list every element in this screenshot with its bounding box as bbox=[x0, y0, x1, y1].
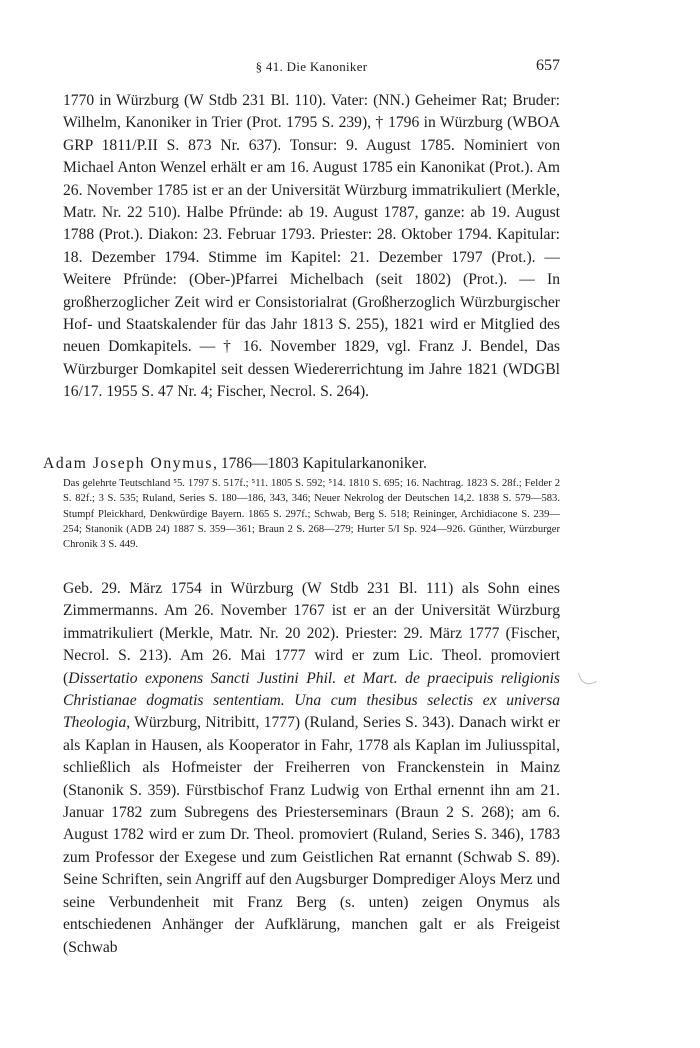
entry-name: Adam Joseph Onymus bbox=[43, 455, 214, 472]
running-head: § 41. Die Kanoniker bbox=[255, 59, 368, 74]
margin-mark bbox=[578, 668, 597, 687]
biography-paragraph bbox=[63, 578, 560, 959]
entry-description: , 1786—1803 Kapitularkanoniker. bbox=[213, 455, 427, 472]
biography-text-part-2: , Würzburg, Nitribitt, 1777) (Ruland, Series S. 343). Danach wirkt er als Kaplan in Hausen, als Kooperator in Fahr, 1778 als Kaplan im Juliusspital, schließlich als Hofmeister der Freiherren von Franckenstein in Mainz (Stanonik S. 359). Fürstbischof Franz Ludwig von Erthal ernennt ihn am 21. Januar 1782 zum Subregens des Priesterseminars (Braun 2 S. 268); am 6. August 1782 wird er zum Dr. Theol. promoviert (Ruland, Series S. 346), 1783 zum Professor der Exegese und zum Geistlichen Rat ernannt (Schwab S. 89). Seine Schriften, sein Angriff auf den Augsburger Domprediger Aloys Merz und seine Verbundenheit mit Franz Berg (s. unten) zeigen Onymus als entschiedenen Anhänger der Aufklärung, manchen galt er als Freigeist (Schwab bbox=[63, 714, 560, 956]
biography-text-part-1: Geb. 29. März 1754 in Würzburg (W Stdb 231 Bl. 111) als Sohn eines Zimmermanns. Am 26. November 1767 ist er an der Universität Würzburg immatrikuliert (Merkle, Matr. Nr. 20 202). Priester: 29. März 1777 (Fischer, Necrol. S. 213). Am 26. Mai 1777 wird er zum Lic. Theol. promoviert ( bbox=[63, 580, 560, 687]
paragraph-continued: 1770 in Würzburg (W Stdb 231 Bl. 110). Vater: (NN.) Geheimer Rat; Bruder: Wilhelm, Kanoniker in Trier (Prot. 1795 S. 239), † 1796 in Würzburg (WBOA GRP 1811/P.II S. 873 Nr. 637). Tonsur: 9. August 1785. Nominiert von Michael Anton Wenzel erhält er am 16. August 1785 ein Kanonikat (Prot.). Am 26. November 1785 ist er an der Universität Würzburg immatrikuliert (Merkle, Matr. Nr. 22 510). Halbe Pfründe: ab 19. August 1787, ganze: ab 19. August 1788 (Prot.). Diakon: 23. Februar 1793. Priester: 28. Oktober 1794. Kapitular: 18. Dezember 1794. Stimme im Kapitel: 21. Dezember 1797 (Prot.). — Weitere Pfründe: (Ober-)Pfarrei Michelbach (seit 1802) (Prot.). — In großherzoglicher Zeit wird er Consistorialrat (Großherzoglich Würzburgischer Hof- und Staatskalender für das Jahr 1813 S. 255), 1821 wird er Mitglied des neuen Domkapitels. — † 16. November 1829, vgl. Franz J. Bendel, Das Würzburger Domkapitel seit dessen Wiedererrichtung im Jahre 1821 (WDGBl 16/17. 1955 S. 47 Nr. 4; Fischer, Necrol. S. 264). bbox=[63, 92, 560, 401]
entry-heading bbox=[43, 453, 563, 475]
page-header bbox=[63, 57, 560, 77]
bibliography: Das gelehrte Teutschland ⁵5. 1797 S. 517f.; ⁵11. 1805 S. 592; ⁵14. 1810 S. 695; 16. Nachtrag. 1823 S. 28f.; Felder 2 S. 82f.; 3 S. 535; Ruland, Series S. 180—186, 343, 346; Neuer Nekrolog der Deutschen 14,2. 1838 S. 579—583. Stumpf Pleickhard, Denkwürdige Bayern. 1865 S. 297f.; Schwab, Berg S. 518; Reininger, Archidiacone S. 239—254; Stanonik (ADB 24) 1887 S. 359—361; Braun 2 S. 268—279; Hurter 5/I Sp. 924—926. Günther, Würzburger Chronik 3 S. 449. bbox=[63, 478, 560, 551]
dissertation-title: Dissertatio exponens Sancti Justini Phil. et Mart. de praecipuis religionis Christianae dogmatis sententiam. Una cum thesibus selectis ex universa Theologia bbox=[63, 669, 560, 732]
page-number: 657 bbox=[536, 57, 560, 74]
